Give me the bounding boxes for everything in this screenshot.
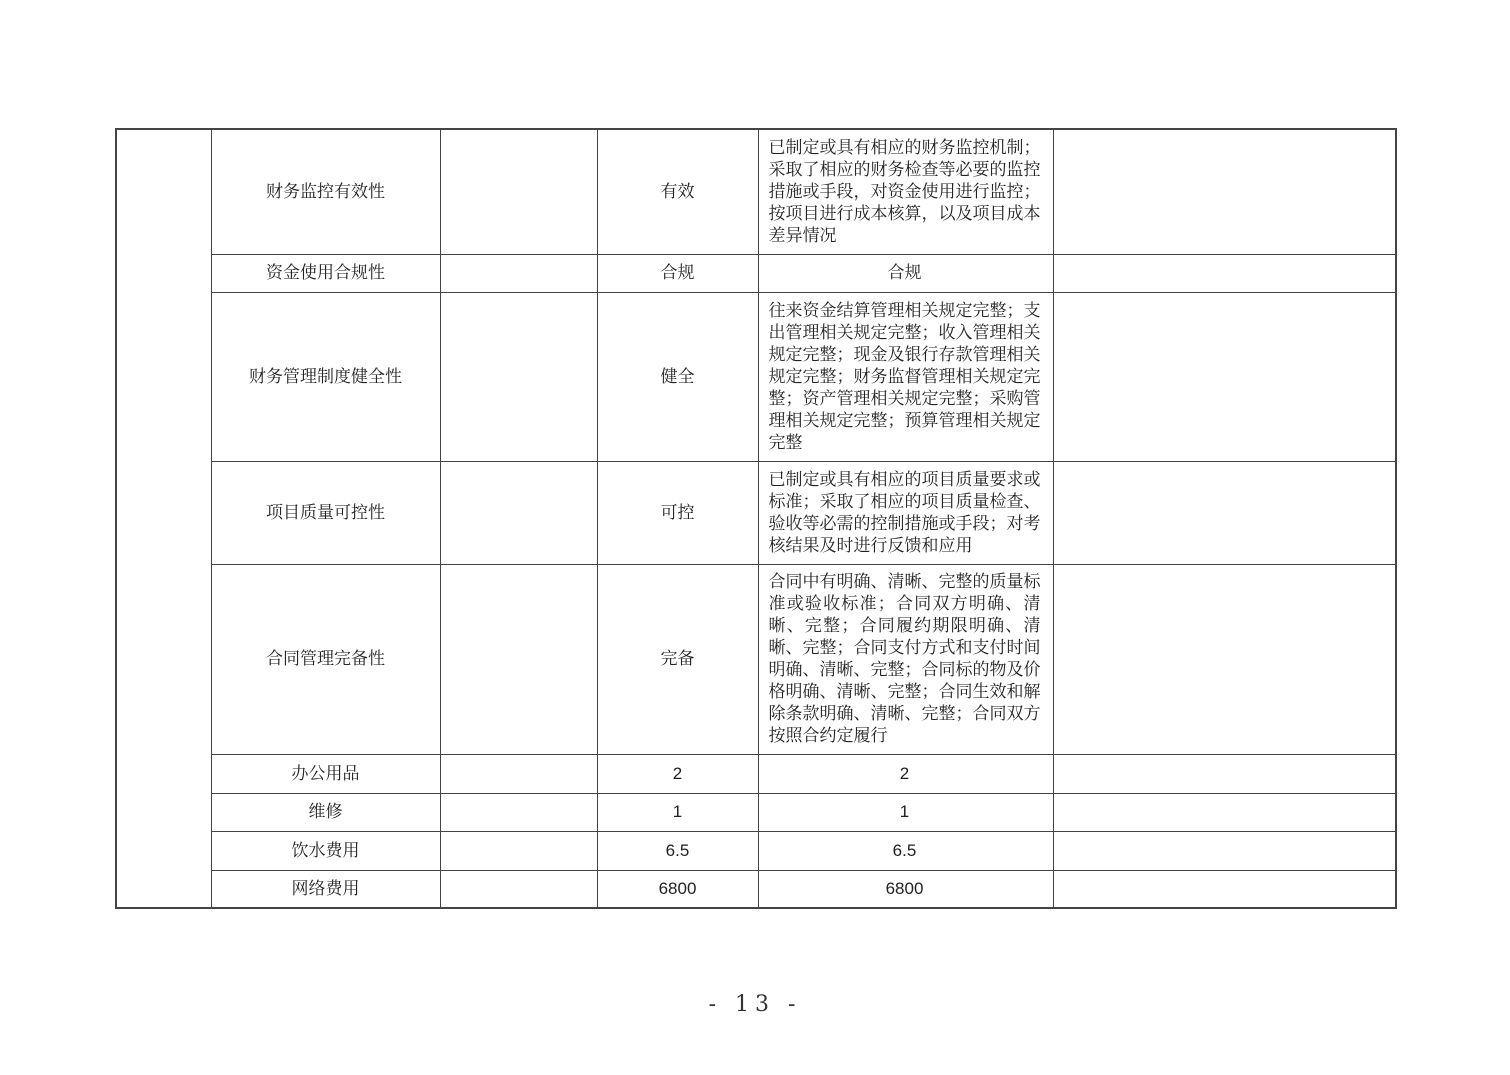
table-row bbox=[116, 870, 1396, 908]
note-cell bbox=[1053, 254, 1396, 292]
table-row bbox=[116, 754, 1396, 793]
target-value-cell: 完备 bbox=[597, 564, 758, 754]
table-row bbox=[116, 461, 1396, 564]
actual-value-cell: 1 bbox=[758, 793, 1053, 831]
merged-category-cell bbox=[116, 129, 211, 908]
table-row bbox=[116, 129, 1396, 254]
performance-indicator-table bbox=[115, 128, 1397, 909]
weight-cell bbox=[440, 292, 597, 461]
note-cell bbox=[1053, 831, 1396, 870]
table-row bbox=[116, 564, 1396, 754]
indicator-name-cell: 资金使用合规性 bbox=[211, 254, 440, 292]
actual-value-cell: 2 bbox=[758, 754, 1053, 793]
note-cell bbox=[1053, 292, 1396, 461]
weight-cell bbox=[440, 793, 597, 831]
note-cell bbox=[1053, 754, 1396, 793]
target-value-cell: 健全 bbox=[597, 292, 758, 461]
actual-value-cell: 已制定或具有相应的财务监控机制；采取了相应的财务检查等必要的监控措施或手段，对资金使用进行监控；按项目进行成本核算，以及项目成本差异情况 bbox=[758, 129, 1053, 254]
weight-cell bbox=[440, 831, 597, 870]
weight-cell bbox=[440, 254, 597, 292]
indicator-name-cell: 饮水费用 bbox=[211, 831, 440, 870]
indicator-name-cell: 维修 bbox=[211, 793, 440, 831]
weight-cell bbox=[440, 754, 597, 793]
target-value-cell: 1 bbox=[597, 793, 758, 831]
note-cell bbox=[1053, 793, 1396, 831]
table-row bbox=[116, 831, 1396, 870]
target-value-cell: 可控 bbox=[597, 461, 758, 564]
indicator-name-cell: 合同管理完备性 bbox=[211, 564, 440, 754]
target-value-cell: 合规 bbox=[597, 254, 758, 292]
indicator-name-cell: 财务监控有效性 bbox=[211, 129, 440, 254]
actual-value-cell: 往来资金结算管理相关规定完整；支出管理相关规定完整；收入管理相关规定完整；现金及银行存款管理相关规定完整；财务监督管理相关规定完整；资产管理相关规定完整；采购管理相关规定完整；预算管理相关规定完整 bbox=[758, 292, 1053, 461]
weight-cell bbox=[440, 129, 597, 254]
weight-cell bbox=[440, 870, 597, 908]
indicator-name-cell: 办公用品 bbox=[211, 754, 440, 793]
note-cell bbox=[1053, 461, 1396, 564]
actual-value-cell: 6.5 bbox=[758, 831, 1053, 870]
weight-cell bbox=[440, 564, 597, 754]
indicator-name-cell: 项目质量可控性 bbox=[211, 461, 440, 564]
table-row bbox=[116, 292, 1396, 461]
indicator-name-cell: 网络费用 bbox=[211, 870, 440, 908]
actual-value-cell: 合同中有明确、清晰、完整的质量标准或验收标准；合同双方明确、清晰、完整；合同履约期限明确、清晰、完整；合同支付方式和支付时间明确、清晰、完整；合同标的物及价格明确、清晰、完整；合同生效和解除条款明确、清晰、完整；合同双方按照合约定履行 bbox=[758, 564, 1053, 754]
weight-cell bbox=[440, 461, 597, 564]
note-cell bbox=[1053, 564, 1396, 754]
actual-value-cell: 合规 bbox=[758, 254, 1053, 292]
target-value-cell: 6.5 bbox=[597, 831, 758, 870]
actual-value-cell: 已制定或具有相应的项目质量要求或标准；采取了相应的项目质量检查、验收等必需的控制措施或手段；对考核结果及时进行反馈和应用 bbox=[758, 461, 1053, 564]
page-number: - 13 - bbox=[708, 992, 802, 1017]
table-row bbox=[116, 793, 1396, 831]
target-value-cell: 有效 bbox=[597, 129, 758, 254]
indicator-name-cell: 财务管理制度健全性 bbox=[211, 292, 440, 461]
target-value-cell: 6800 bbox=[597, 870, 758, 908]
note-cell bbox=[1053, 870, 1396, 908]
note-cell bbox=[1053, 129, 1396, 254]
table-row bbox=[116, 254, 1396, 292]
target-value-cell: 2 bbox=[597, 754, 758, 793]
actual-value-cell: 6800 bbox=[758, 870, 1053, 908]
